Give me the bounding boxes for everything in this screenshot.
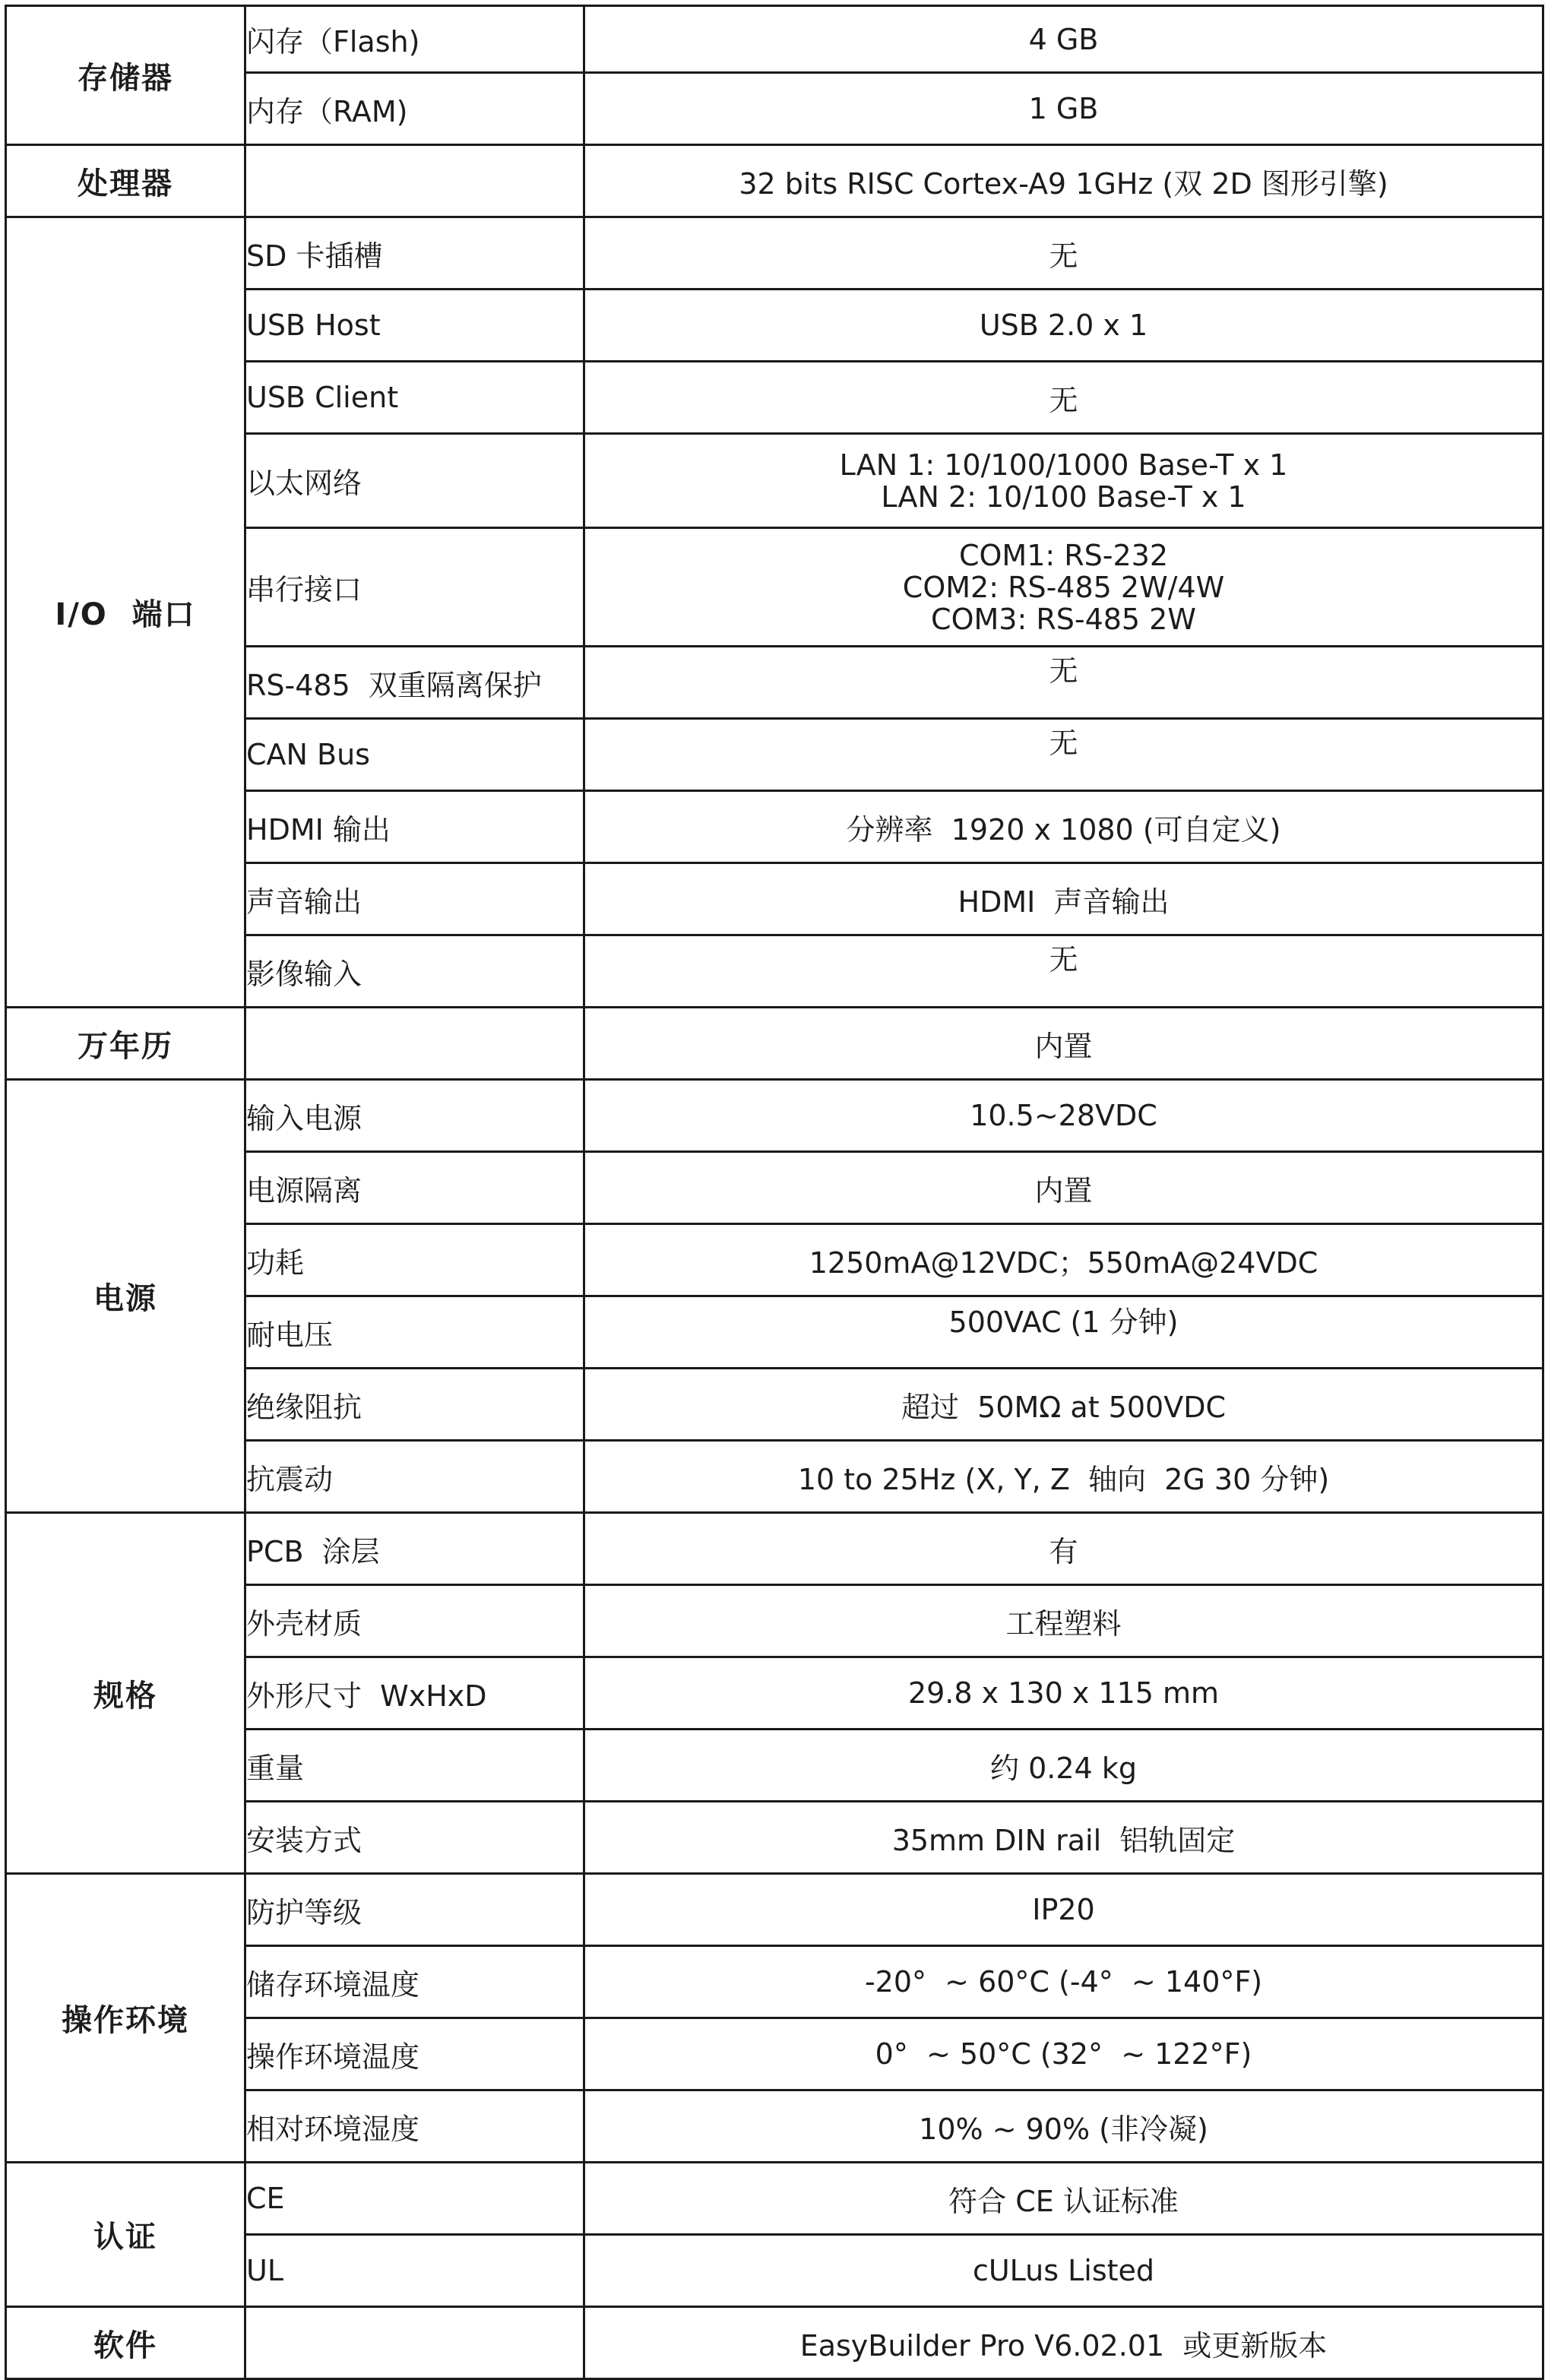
row-value: 约 0.24 kg	[584, 1730, 1543, 1802]
group-rtc: 万年历	[6, 1008, 245, 1080]
row-label: 绝缘阻抗	[245, 1369, 584, 1441]
group-specs: 规格	[6, 1513, 245, 1874]
row-value: 无	[584, 362, 1543, 434]
row-value: -20° ~ 60°C (-4° ~ 140°F)	[584, 1946, 1543, 2018]
table-row	[6, 1513, 1543, 1585]
row-value: 分辨率 1920 x 1080 (可自定义)	[584, 791, 1543, 863]
row-label: 重量	[245, 1730, 584, 1802]
table-row	[6, 2163, 1543, 2235]
group-certification: 认证	[6, 2163, 245, 2307]
row-value: 无	[584, 647, 1543, 719]
row-label: CAN Bus	[245, 719, 584, 791]
row-value: HDMI 声音输出	[584, 863, 1543, 935]
table-row	[6, 1008, 1543, 1080]
row-label	[245, 1008, 584, 1080]
row-label: 串行接口	[245, 528, 584, 647]
row-label	[245, 145, 584, 217]
row-value: 符合 CE 认证标准	[584, 2163, 1543, 2235]
row-value: 4 GB	[584, 6, 1543, 73]
value-line: COM2: RS-485 2W/4W	[902, 570, 1225, 604]
row-value: 内置	[584, 1008, 1543, 1080]
table-row	[6, 2307, 1543, 2379]
spec-table	[5, 5, 1544, 2380]
row-value: 无	[584, 217, 1543, 290]
row-value: 超过 50MΩ at 500VDC	[584, 1369, 1543, 1441]
row-label: USB Host	[245, 290, 584, 362]
group-software: 软件	[6, 2307, 245, 2379]
row-value: 工程塑料	[584, 1585, 1543, 1657]
row-value	[584, 528, 1543, 647]
row-value: 10.5~28VDC	[584, 1080, 1543, 1152]
row-value: 内置	[584, 1152, 1543, 1224]
row-label: 电源隔离	[245, 1152, 584, 1224]
row-label: RS-485 双重隔离保护	[245, 647, 584, 719]
row-label: UL	[245, 2235, 584, 2307]
row-label: 功耗	[245, 1224, 584, 1296]
row-value: IP20	[584, 1874, 1543, 1946]
row-value: 无	[584, 935, 1543, 1008]
table-row	[6, 145, 1543, 217]
row-value: 1 GB	[584, 73, 1543, 145]
row-value	[584, 434, 1543, 528]
value-line: LAN 1: 10/100/1000 Base-T x 1	[839, 448, 1288, 482]
value-line: COM3: RS-485 2W	[931, 602, 1196, 636]
value-line: LAN 2: 10/100 Base-T x 1	[881, 479, 1246, 514]
row-label: 影像输入	[245, 935, 584, 1008]
row-value: 无	[584, 719, 1543, 791]
row-value: cULus Listed	[584, 2235, 1543, 2307]
row-value: USB 2.0 x 1	[584, 290, 1543, 362]
row-value: EasyBuilder Pro V6.02.01 或更新版本	[584, 2307, 1543, 2379]
row-value: 32 bits RISC Cortex-A9 1GHz (双 2D 图形引擎)	[584, 145, 1543, 217]
row-label: 防护等级	[245, 1874, 584, 1946]
group-processor: 处理器	[6, 145, 245, 217]
value-line: COM1: RS-232	[958, 538, 1169, 572]
row-label	[245, 2307, 584, 2379]
row-label: 内存（RAM)	[245, 73, 584, 145]
row-label: 以太网络	[245, 434, 584, 528]
row-label: HDMI 输出	[245, 791, 584, 863]
row-value: 0° ~ 50°C (32° ~ 122°F)	[584, 2018, 1543, 2090]
row-value: 有	[584, 1513, 1543, 1585]
row-value: 500VAC (1 分钟)	[584, 1296, 1543, 1369]
row-value: 29.8 x 130 x 115 mm	[584, 1657, 1543, 1730]
row-label: 外形尺寸 WxHxD	[245, 1657, 584, 1730]
group-storage: 存储器	[6, 6, 245, 145]
table-row	[6, 217, 1543, 290]
row-label: 操作环境温度	[245, 2018, 584, 2090]
group-environment: 操作环境	[6, 1874, 245, 2163]
row-value: 35mm DIN rail 铝轨固定	[584, 1802, 1543, 1874]
table-row	[6, 6, 1543, 73]
row-value: 10 to 25Hz (X, Y, Z 轴向 2G 30 分钟)	[584, 1441, 1543, 1513]
row-label: 抗震动	[245, 1441, 584, 1513]
row-label: 声音输出	[245, 863, 584, 935]
table-row	[6, 1874, 1543, 1946]
row-value: 1250mA@12VDC；550mA@24VDC	[584, 1224, 1543, 1296]
table-row	[6, 1080, 1543, 1152]
row-label: 储存环境温度	[245, 1946, 584, 2018]
row-label: 相对环境湿度	[245, 2090, 584, 2163]
row-label: 安装方式	[245, 1802, 584, 1874]
row-label: 外壳材质	[245, 1585, 584, 1657]
row-label: PCB 涂层	[245, 1513, 584, 1585]
group-io-ports: I/O 端口	[6, 217, 245, 1008]
row-label: 闪存（Flash)	[245, 6, 584, 73]
group-power: 电源	[6, 1080, 245, 1513]
row-label: 耐电压	[245, 1296, 584, 1369]
row-label: 输入电源	[245, 1080, 584, 1152]
row-label: SD 卡插槽	[245, 217, 584, 290]
row-label: CE	[245, 2163, 584, 2235]
row-label: USB Client	[245, 362, 584, 434]
row-value: 10% ~ 90% (非冷凝)	[584, 2090, 1543, 2163]
